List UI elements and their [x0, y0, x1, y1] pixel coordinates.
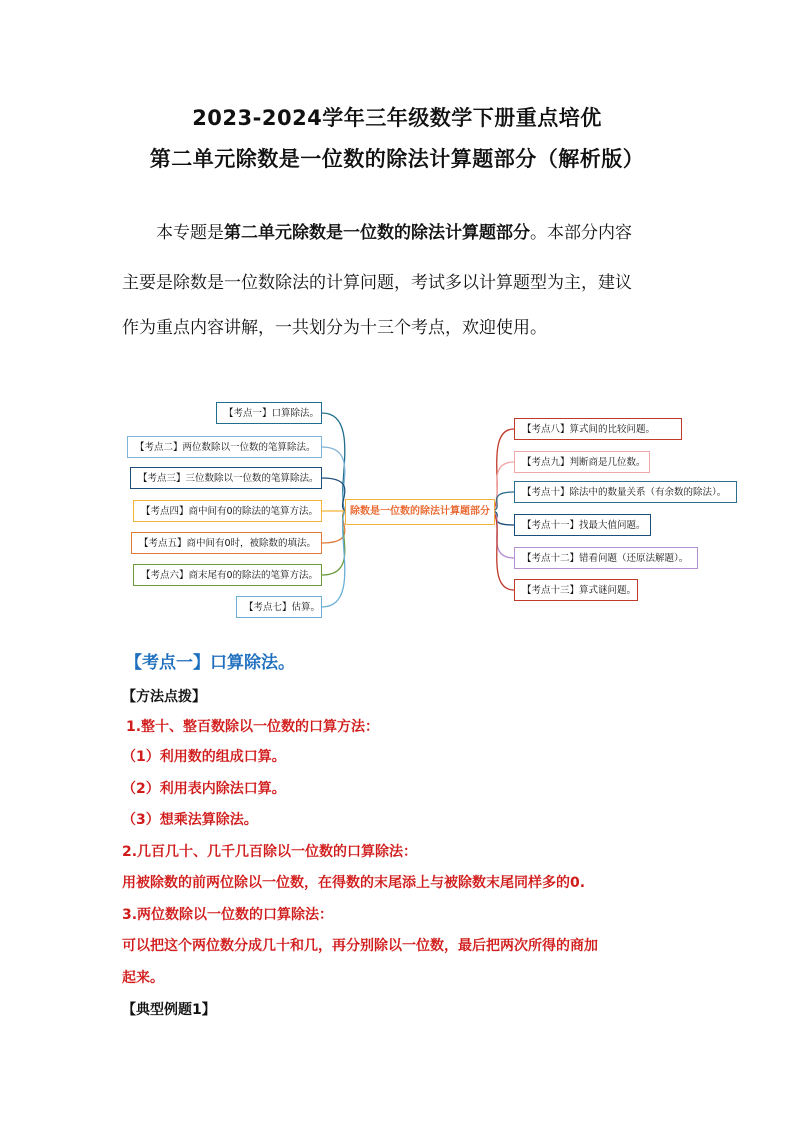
intro-bold: 第二单元除数是一位数的除法计算题部分 [224, 223, 530, 243]
section-heading: 【考点一】口算除法。 [125, 653, 295, 673]
intro-line3: 作为重点内容讲解，一共划分为十三个考点，欢迎使用。 [122, 318, 547, 338]
example-title: 【典型例题1】 [122, 1002, 216, 1018]
left-mindmap-node-6: 【考点六】商末尾有0的除法的笔算方法。 [133, 564, 322, 586]
left-mindmap-node-3: 【考点三】三位数除以一位数的笔算除法。 [130, 467, 322, 489]
left-connector-3 [322, 478, 345, 511]
left-connector-7 [322, 511, 345, 607]
right-connector-6 [493, 511, 514, 590]
right-connector-1 [493, 429, 514, 511]
left-connector-1 [322, 413, 345, 511]
right-mindmap-node-1: 【考点八】算式间的比较问题。 [514, 418, 682, 440]
left-mindmap-node-4: 【考点四】商中间有0的除法的笔算方法。 [133, 500, 322, 522]
right-connector-2 [493, 462, 514, 511]
right-mindmap-node-2: 【考点九】判断商是几位数。 [514, 451, 650, 473]
method-line-7: 3.两位数除以一位数的口算除法： [122, 907, 334, 923]
method-line-5: 2.几百几十、几千几百除以一位数的口算除法： [122, 844, 418, 860]
method-line-2: （1）利用数的组成口算。 [122, 749, 286, 765]
intro-rest: 。本部分内容 [530, 223, 632, 243]
method-line-9: 起来。 [122, 970, 164, 986]
left-mindmap-node-2: 【考点二】两位数除以一位数的笔算除法。 [127, 436, 322, 458]
method-line-1: 1.整十、整百数除以一位数的口算方法： [126, 719, 380, 735]
intro-line2: 主要是除数是一位数除法的计算问题，考试多以计算题型为主，建议 [122, 273, 632, 293]
right-mindmap-node-6: 【考点十三】算式谜问题。 [514, 579, 638, 601]
method-line-8: 可以把这个两位数分成几十和几，再分别除以一位数，最后把两次所得的商加 [122, 938, 598, 954]
document-title-line2: 第二单元除数是一位数的除法计算题部分（解析版） [149, 147, 645, 171]
intro-prefix: 本专题是 [156, 223, 224, 243]
mindmap-center-node: 除数是一位数的除法计算题部分 [345, 499, 495, 525]
left-connector-5 [322, 511, 345, 543]
document-title-line1: 2023-2024学年三年级数学下册重点培优 [192, 106, 602, 130]
intro-line1 [122, 213, 682, 254]
left-mindmap-node-1: 【考点一】口算除法。 [216, 402, 322, 424]
method-line-3: （2）利用表内除法口算。 [122, 781, 286, 797]
left-mindmap-node-5: 【考点五】商中间有0时，被除数的填法。 [131, 532, 322, 554]
right-mindmap-node-5: 【考点十二】错看问题（还原法解题）。 [514, 547, 698, 569]
method-title: 【方法点拨】 [122, 689, 206, 705]
left-mindmap-node-7: 【考点七】估算。 [236, 596, 322, 618]
method-line-4: （3）想乘法算除法。 [122, 812, 258, 828]
right-mindmap-node-3: 【考点十】除法中的数量关系（有余数的除法）。 [514, 481, 737, 503]
right-mindmap-node-4: 【考点十一】找最大值问题。 [514, 514, 651, 536]
method-line-6: 用被除数的前两位除以一位数，在得数的末尾添上与被除数末尾同样多的0. [122, 875, 586, 891]
